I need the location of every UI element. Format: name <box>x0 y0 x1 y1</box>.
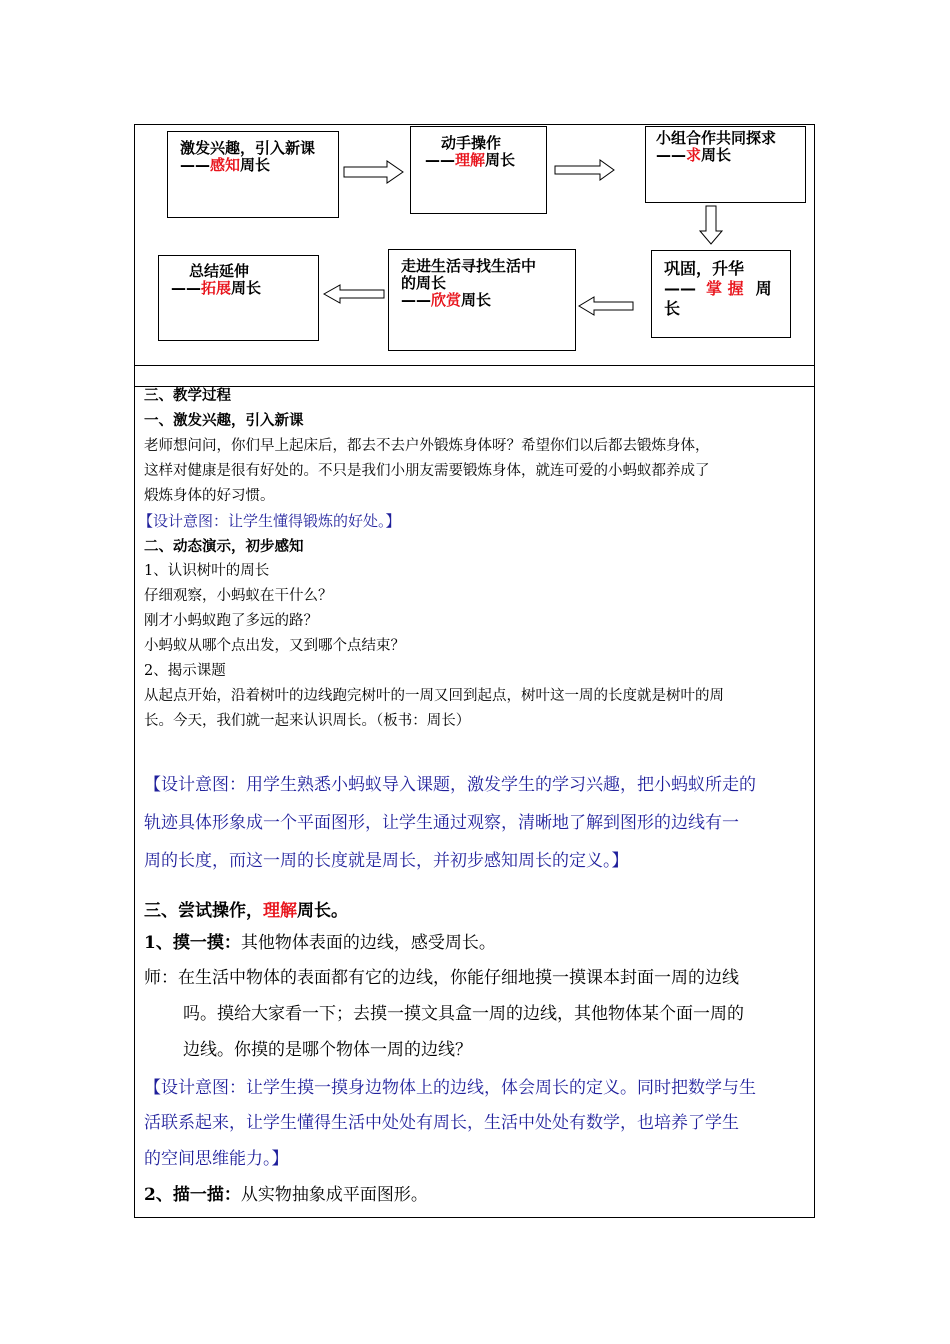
design-intent: 【设计意图：用学生熟悉小蚂蚁导入课题，激发学生的学习兴趣，把小蚂蚁所走的 <box>144 775 756 795</box>
arrow-right-icon <box>554 159 616 181</box>
design-intent: 周的长度，而这一周的长度就是周长，并初步感知周长的定义。】 <box>144 851 629 871</box>
paragraph: 吗。摸给大家看一下；去摸一摸文具盒一周的边线，其他物体某个面一周的 <box>183 1004 744 1024</box>
part1-title: 一、激发兴趣，引入新课 <box>144 412 304 429</box>
arrow-left-icon <box>323 284 385 304</box>
question: 刚才小蚂蚁跑了多远的路？ <box>144 613 318 629</box>
list-item: 1、认识树叶的周长 <box>144 563 270 579</box>
question: 小蚂蚁从哪个点出发，又到哪个点结束？ <box>144 638 405 654</box>
design-intent: 的空间思维能力。】 <box>144 1149 289 1169</box>
part3-title: 三、尝试操作，理解周长。 <box>144 901 348 921</box>
table-divider <box>135 365 814 366</box>
touch-item: 1、摸一摸：其他物体表面的边线，感受周长。 <box>144 933 496 953</box>
paragraph: 老师想问问，你们早上起床后，都去不去户外锻炼身体呀？希望你们以后都去锻炼身体， <box>144 438 710 454</box>
design-intent: 【设计意图：让学生懂得锻炼的好处。】 <box>138 512 401 530</box>
part2-title: 二、动态演示，初步感知 <box>144 538 304 555</box>
paragraph: 边线。你摸的是哪个物体一周的边线？ <box>183 1040 472 1060</box>
arrow-right-icon <box>343 160 405 184</box>
list-item: 2、揭示课题 <box>144 663 226 679</box>
question: 仔细观察，小蚂蚁在干什么？ <box>144 588 333 604</box>
arrow-left-icon <box>578 296 634 316</box>
arrow-down-icon <box>699 205 723 245</box>
design-intent: 【设计意图：让学生摸一摸身边物体上的边线，体会周长的定义。同时把数学与生 <box>144 1078 756 1098</box>
flow-box-summary: 总结延伸 ——拓展周长 <box>158 255 319 341</box>
table-divider <box>135 386 814 387</box>
flow-box-consolidate: 巩固，升华 —— 掌 握 周 长 <box>651 250 791 338</box>
design-intent: 轨迹具体形象成一个平面图形，让学生通过观察，清晰地了解到图形的边线有一 <box>144 813 739 833</box>
paragraph: 煅炼身体的好习惯。 <box>144 488 275 504</box>
design-intent: 活联系起来，让学生懂得生活中处处有周长，生活中处处有数学，也培养了学生 <box>144 1113 739 1133</box>
paragraph: 这样对健康是很有好处的。不只是我们小朋友需要锻炼身体，就连可爱的小蚂蚁都养成了 <box>144 463 710 479</box>
flow-box-interest: 激发兴趣，引入新课 ——感知周长 <box>167 131 339 218</box>
flow-box-explore: 小组合作共同探求 ——求周长 <box>645 126 806 203</box>
flow-box-operate: 动手操作 ——理解周长 <box>410 126 547 214</box>
paragraph: 师：在生活中物体的表面都有它的边线，你能仔细地摸一摸课本封面一周的边线 <box>144 968 739 988</box>
section-title: 三、教学过程 <box>144 387 231 404</box>
paragraph: 从起点开始，沿着树叶的边线跑完树叶的一周又回到起点，树叶这一周的长度就是树叶的周 <box>144 688 724 704</box>
paragraph: 长。今天，我们就一起来认识周长。（板书：周长） <box>144 713 471 729</box>
draw-item: 2、描一描：从实物抽象成平面图形。 <box>144 1185 428 1205</box>
flow-box-appreciate: 走进生活寻找生活中 的周长 ——欣赏周长 <box>388 249 576 351</box>
